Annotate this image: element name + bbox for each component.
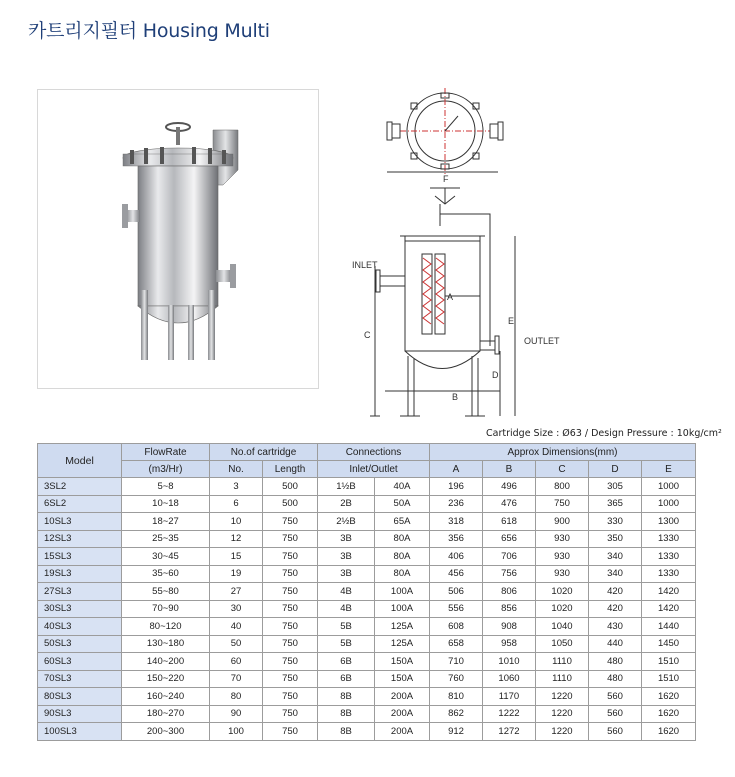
cell-no: 19 <box>210 565 263 583</box>
cell-e: 1620 <box>642 705 696 723</box>
cell-c: 930 <box>536 565 589 583</box>
cell-a: 236 <box>430 495 483 513</box>
cell-length: 750 <box>263 688 318 706</box>
header-a: A <box>430 461 483 478</box>
cell-no: 100 <box>210 723 263 741</box>
cell-length: 750 <box>263 548 318 566</box>
cell-c: 1020 <box>536 600 589 618</box>
cell-b: 908 <box>483 618 536 636</box>
cell-flow: 130~180 <box>122 635 210 653</box>
cell-no: 60 <box>210 653 263 671</box>
cell-conn-b: 6B <box>318 653 375 671</box>
cell-conn-b: 8B <box>318 688 375 706</box>
cell-no: 6 <box>210 495 263 513</box>
cell-conn-a: 80A <box>375 565 430 583</box>
spec-table-body <box>38 478 696 741</box>
cell-b: 476 <box>483 495 536 513</box>
cell-c: 1220 <box>536 688 589 706</box>
label-c: C <box>364 330 371 340</box>
cell-a: 556 <box>430 600 483 618</box>
cell-flow: 140~200 <box>122 653 210 671</box>
cell-e: 1620 <box>642 688 696 706</box>
cell-no: 80 <box>210 688 263 706</box>
cell-b: 1272 <box>483 723 536 741</box>
cell-b: 1170 <box>483 688 536 706</box>
cell-conn-b: 5B <box>318 618 375 636</box>
cell-conn-a: 65A <box>375 513 430 531</box>
cell-conn-b: 8B <box>318 705 375 723</box>
cell-conn-b: 1½B <box>318 478 375 496</box>
cell-no: 70 <box>210 670 263 688</box>
cell-conn-a: 40A <box>375 478 430 496</box>
cell-e: 1450 <box>642 635 696 653</box>
label-f: F <box>443 174 449 184</box>
label-a: A <box>447 292 454 302</box>
cell-b: 706 <box>483 548 536 566</box>
cell-c: 1220 <box>536 723 589 741</box>
header-flowrate: FlowRate <box>122 444 210 461</box>
cell-flow: 10~18 <box>122 495 210 513</box>
cell-conn-b: 4B <box>318 600 375 618</box>
cell-e: 1620 <box>642 723 696 741</box>
header-connections: Connections <box>318 444 430 461</box>
cell-model: 60SL3 <box>38 653 122 671</box>
cell-model: 40SL3 <box>38 618 122 636</box>
header-dimensions: Approx Dimensions(mm) <box>430 444 696 461</box>
cell-e: 1330 <box>642 548 696 566</box>
cell-a: 506 <box>430 583 483 601</box>
cell-d: 560 <box>589 705 642 723</box>
cell-model: 15SL3 <box>38 548 122 566</box>
cell-a: 760 <box>430 670 483 688</box>
cell-flow: 55~80 <box>122 583 210 601</box>
table-row <box>38 670 696 688</box>
cell-b: 806 <box>483 583 536 601</box>
cell-d: 350 <box>589 530 642 548</box>
cell-flow: 200~300 <box>122 723 210 741</box>
cell-conn-a: 100A <box>375 600 430 618</box>
cell-no: 30 <box>210 600 263 618</box>
cell-e: 1420 <box>642 600 696 618</box>
cell-b: 756 <box>483 565 536 583</box>
cell-c: 800 <box>536 478 589 496</box>
table-row <box>38 653 696 671</box>
cell-c: 1050 <box>536 635 589 653</box>
housing-photo-illustration <box>38 90 318 388</box>
header-model: Model <box>38 444 122 478</box>
cell-b: 958 <box>483 635 536 653</box>
table-row <box>38 705 696 723</box>
cell-e: 1000 <box>642 495 696 513</box>
cell-length: 750 <box>263 653 318 671</box>
cell-e: 1510 <box>642 670 696 688</box>
spec-table <box>37 443 696 741</box>
page-title: 카트리지필터 Housing Multi <box>28 20 270 42</box>
cell-length: 500 <box>263 478 318 496</box>
label-outlet: OUTLET <box>524 336 560 346</box>
label-b: B <box>452 392 459 402</box>
cell-c: 1110 <box>536 653 589 671</box>
table-row <box>38 583 696 601</box>
cell-c: 930 <box>536 548 589 566</box>
cell-c: 900 <box>536 513 589 531</box>
cell-length: 750 <box>263 723 318 741</box>
label-inlet: INLET <box>352 260 378 270</box>
cell-no: 50 <box>210 635 263 653</box>
cell-model: 12SL3 <box>38 530 122 548</box>
cell-d: 430 <box>589 618 642 636</box>
table-row <box>38 478 696 496</box>
cell-d: 420 <box>589 600 642 618</box>
cell-a: 658 <box>430 635 483 653</box>
cell-d: 330 <box>589 513 642 531</box>
cell-model: 80SL3 <box>38 688 122 706</box>
label-d: D <box>492 370 499 380</box>
table-row <box>38 635 696 653</box>
cell-e: 1330 <box>642 530 696 548</box>
cell-model: 100SL3 <box>38 723 122 741</box>
cell-flow: 180~270 <box>122 705 210 723</box>
cell-b: 856 <box>483 600 536 618</box>
table-row <box>38 600 696 618</box>
cell-no: 90 <box>210 705 263 723</box>
cell-model: 19SL3 <box>38 565 122 583</box>
table-row <box>38 513 696 531</box>
cell-conn-b: 4B <box>318 583 375 601</box>
cell-d: 480 <box>589 653 642 671</box>
cell-b: 1010 <box>483 653 536 671</box>
cell-c: 750 <box>536 495 589 513</box>
cell-flow: 25~35 <box>122 530 210 548</box>
header-e: E <box>642 461 696 478</box>
cell-b: 496 <box>483 478 536 496</box>
label-e: E <box>508 316 515 326</box>
cell-length: 750 <box>263 513 318 531</box>
cell-conn-a: 80A <box>375 530 430 548</box>
table-row <box>38 495 696 513</box>
cell-e: 1420 <box>642 583 696 601</box>
cell-conn-b: 2½B <box>318 513 375 531</box>
cell-e: 1300 <box>642 513 696 531</box>
cell-conn-a: 80A <box>375 548 430 566</box>
cell-b: 1222 <box>483 705 536 723</box>
cell-conn-b: 5B <box>318 635 375 653</box>
cell-a: 406 <box>430 548 483 566</box>
cell-length: 750 <box>263 583 318 601</box>
cell-d: 420 <box>589 583 642 601</box>
cell-model: 70SL3 <box>38 670 122 688</box>
cell-conn-a: 150A <box>375 653 430 671</box>
cell-length: 750 <box>263 635 318 653</box>
cell-d: 560 <box>589 688 642 706</box>
cell-a: 862 <box>430 705 483 723</box>
cell-conn-a: 200A <box>375 723 430 741</box>
table-row <box>38 530 696 548</box>
cell-e: 1000 <box>642 478 696 496</box>
cell-conn-b: 8B <box>318 723 375 741</box>
cell-d: 340 <box>589 548 642 566</box>
cell-length: 750 <box>263 618 318 636</box>
cell-no: 12 <box>210 530 263 548</box>
spec-note: Cartridge Size : Ø63 / Design Pressure : 10kg/cm² <box>486 428 722 439</box>
cell-no: 3 <box>210 478 263 496</box>
cell-e: 1330 <box>642 565 696 583</box>
cell-no: 10 <box>210 513 263 531</box>
cell-no: 15 <box>210 548 263 566</box>
cell-flow: 18~27 <box>122 513 210 531</box>
cell-e: 1440 <box>642 618 696 636</box>
cell-length: 750 <box>263 530 318 548</box>
cell-c: 1040 <box>536 618 589 636</box>
cell-b: 656 <box>483 530 536 548</box>
cell-length: 750 <box>263 600 318 618</box>
header-b: B <box>483 461 536 478</box>
cell-conn-b: 2B <box>318 495 375 513</box>
header-cart-length: Length <box>263 461 318 478</box>
cell-conn-a: 200A <box>375 705 430 723</box>
cell-conn-b: 3B <box>318 530 375 548</box>
cell-conn-a: 50A <box>375 495 430 513</box>
cell-flow: 5~8 <box>122 478 210 496</box>
cell-flow: 35~60 <box>122 565 210 583</box>
header-c: C <box>536 461 589 478</box>
cell-d: 480 <box>589 670 642 688</box>
technical-drawing <box>340 86 600 426</box>
cell-length: 750 <box>263 705 318 723</box>
cell-flow: 30~45 <box>122 548 210 566</box>
cell-conn-b: 3B <box>318 565 375 583</box>
cell-no: 27 <box>210 583 263 601</box>
header-cart-no: No. <box>210 461 263 478</box>
cell-b: 618 <box>483 513 536 531</box>
cell-c: 1220 <box>536 705 589 723</box>
cell-a: 196 <box>430 478 483 496</box>
drawing-svg <box>340 86 600 426</box>
table-row <box>38 548 696 566</box>
table-row <box>38 618 696 636</box>
cell-model: 90SL3 <box>38 705 122 723</box>
cell-d: 365 <box>589 495 642 513</box>
cell-flow: 150~220 <box>122 670 210 688</box>
cell-a: 608 <box>430 618 483 636</box>
cell-a: 810 <box>430 688 483 706</box>
header-d: D <box>589 461 642 478</box>
cell-conn-a: 150A <box>375 670 430 688</box>
cell-conn-b: 3B <box>318 548 375 566</box>
cell-d: 440 <box>589 635 642 653</box>
cell-conn-a: 100A <box>375 583 430 601</box>
cell-b: 1060 <box>483 670 536 688</box>
cell-c: 930 <box>536 530 589 548</box>
cell-no: 40 <box>210 618 263 636</box>
cell-model: 6SL2 <box>38 495 122 513</box>
table-row <box>38 688 696 706</box>
cell-conn-b: 6B <box>318 670 375 688</box>
cell-c: 1110 <box>536 670 589 688</box>
cell-model: 27SL3 <box>38 583 122 601</box>
cell-conn-a: 125A <box>375 618 430 636</box>
product-photo <box>37 89 319 389</box>
cell-conn-a: 125A <box>375 635 430 653</box>
cell-d: 560 <box>589 723 642 741</box>
cell-e: 1510 <box>642 653 696 671</box>
cell-flow: 80~120 <box>122 618 210 636</box>
cell-d: 340 <box>589 565 642 583</box>
cell-c: 1020 <box>536 583 589 601</box>
cell-model: 3SL2 <box>38 478 122 496</box>
cell-model: 50SL3 <box>38 635 122 653</box>
cell-a: 710 <box>430 653 483 671</box>
header-inlet-outlet: Inlet/Outlet <box>318 461 430 478</box>
header-cartridge: No.of cartridge <box>210 444 318 461</box>
cell-a: 456 <box>430 565 483 583</box>
cell-a: 356 <box>430 530 483 548</box>
table-row <box>38 565 696 583</box>
cell-model: 10SL3 <box>38 513 122 531</box>
header-flowrate-unit: (m3/Hr) <box>122 461 210 478</box>
cell-a: 318 <box>430 513 483 531</box>
cell-model: 30SL3 <box>38 600 122 618</box>
cell-length: 500 <box>263 495 318 513</box>
cell-length: 750 <box>263 565 318 583</box>
cell-length: 750 <box>263 670 318 688</box>
cell-conn-a: 200A <box>375 688 430 706</box>
cell-a: 912 <box>430 723 483 741</box>
table-row <box>38 723 696 741</box>
cell-d: 305 <box>589 478 642 496</box>
cell-flow: 160~240 <box>122 688 210 706</box>
cell-flow: 70~90 <box>122 600 210 618</box>
